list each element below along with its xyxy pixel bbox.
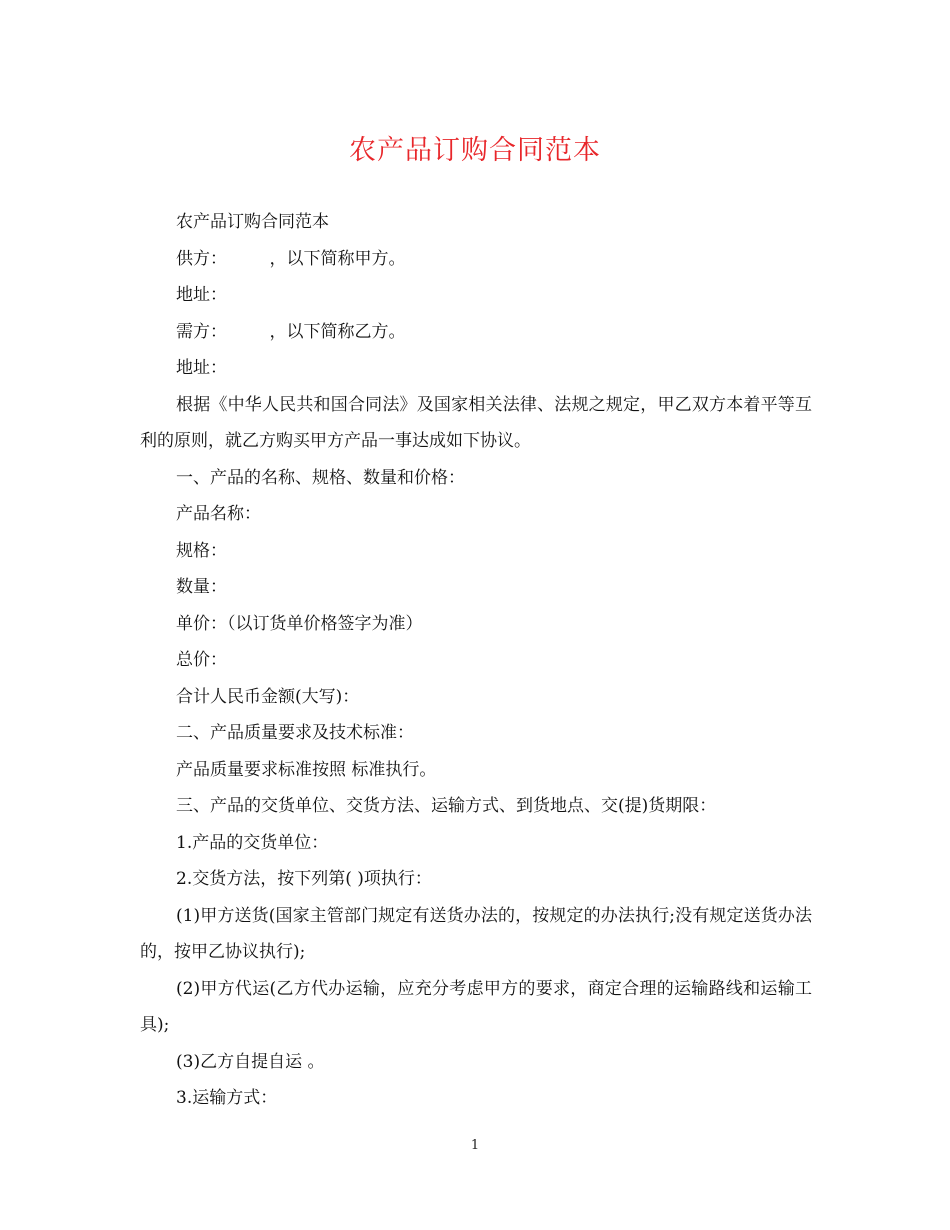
paragraph-buyer: 需方： ，以下简称乙方。 xyxy=(176,321,406,342)
paragraph-delivery-unit: 1.产品的交货单位： xyxy=(176,832,329,853)
paragraph-option-1: (1)甲方送货(国家主管部门规定有送货办法的，按规定的办法执行;没有规定送货办法的，按甲乙协议执行); xyxy=(140,905,812,962)
paragraph-total-price: 总价： xyxy=(176,650,227,670)
paragraph-delivery-method: 2.交货方法，按下列第( )项执行： xyxy=(176,869,432,889)
section-heading-products: 一、产品的名称、规格、数量和价格： xyxy=(176,467,465,488)
paragraph-preamble: 根据《中华人民共和国合同法》及国家相关法律、法规之规定，甲乙双方本着平等互利的原则，就乙方购买甲方产品一事达成如下协议。 xyxy=(140,394,812,451)
paragraph-transport-method: 3.运输方式： xyxy=(176,1088,278,1108)
paragraph-quality-standard: 产品质量要求标准按照 标准执行。 xyxy=(176,759,437,780)
paragraph-unit-price: 单价：（以订货单价格签字为准） xyxy=(176,613,423,634)
paragraph-option-2: (2)甲方代运(乙方代办运输，应充分考虑甲方的要求，商定合理的运输路线和运输工具); xyxy=(140,978,812,1035)
paragraph-quantity: 数量： xyxy=(176,577,227,597)
document-body xyxy=(140,204,812,1117)
section-heading-delivery: 三、产品的交货单位、交货方法、运输方式、到货地点、交(提)货期限： xyxy=(176,796,717,816)
document-title: 农产品订购合同范本 xyxy=(349,135,601,166)
paragraph-buyer-address: 地址： xyxy=(176,358,227,378)
paragraph-option-3: (3)乙方自提自运 。 xyxy=(176,1051,325,1072)
paragraph-subtitle: 农产品订购合同范本 xyxy=(176,212,329,232)
paragraph-supplier-address: 地址： xyxy=(176,285,227,305)
section-heading-quality: 二、产品质量要求及技术标准： xyxy=(176,723,414,743)
paragraph-total-rmb: 合计人民币金额(大写)： xyxy=(176,686,360,707)
page-number: 1 xyxy=(470,1138,480,1153)
paragraph-supplier: 供方： ，以下简称甲方。 xyxy=(176,248,406,269)
paragraph-specification: 规格： xyxy=(176,540,227,561)
paragraph-product-name: 产品名称： xyxy=(176,504,261,524)
